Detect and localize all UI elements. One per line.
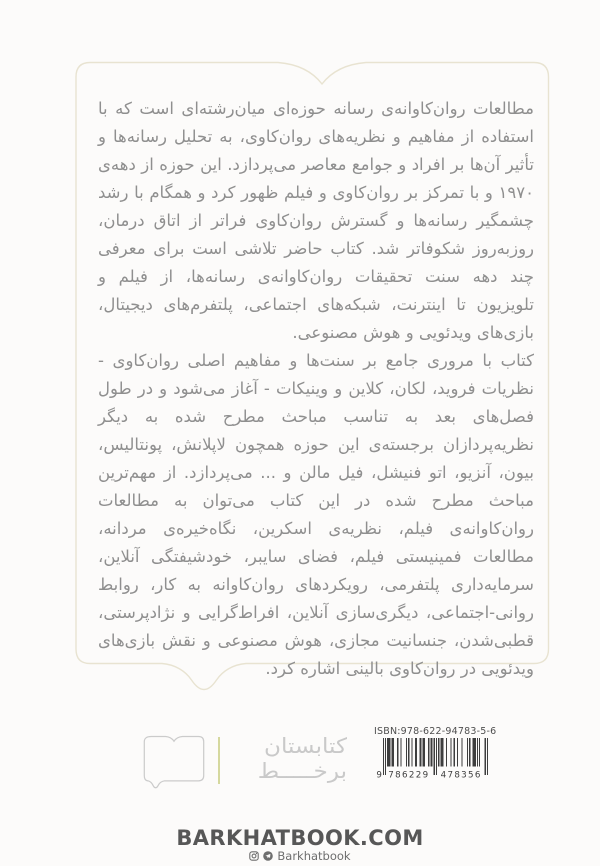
isbn-barcode <box>376 738 490 779</box>
blurb-paragraph-1: مطالعات روان‌کاوانه‌ی رسانه حوزه‌ای میان‌رشته‌ای است که با استفاده از مفاهیم و نظریه‌های روان‌کاوی، به تحلیل رسانه‌ها و تأثیر آن‌ها بر افراد و جوامع معاصر می‌پردازد. این حوزه از دهه‌ی ۱۹۷۰ و با تمرکز بر روان‌کاوی و فیلم ظهور کرد و همگام با رشد چشمگیر رسانه‌ها و گسترش روان‌کاوی فراتر از اتاق درمان، روزبه‌روز شکوفاتر شد. کتاب حاضر تلاشی است برای معرفی چند دهه سنت تحقیقات روان‌کاوانه‌ی رسانه‌ها، از فیلم و تلویزیون تا اینترنت، شبکه‌های اجتماعی، پلتفرم‌های دیجیتال، بازی‌های ویدئویی و هوش مصنوعی. <box>98 99 534 342</box>
publisher-wordmark <box>219 733 347 783</box>
publisher-name-line1: کتابستان <box>263 734 347 758</box>
publisher-name-line2: برخـــــط <box>257 759 347 783</box>
svg-text:786229: 786229 <box>388 770 430 779</box>
instagram-icon <box>249 851 259 861</box>
isbn-label: ISBN:978-622-94783-5-6 <box>374 726 497 737</box>
svg-text:9: 9 <box>376 770 382 779</box>
social-handle: Barkhatbook <box>277 849 351 863</box>
telegram-icon <box>263 851 273 861</box>
open-book-icon <box>141 734 207 789</box>
svg-text:478356: 478356 <box>440 770 482 779</box>
social-row <box>0 849 600 863</box>
blurb-paragraph-2: کتاب با مروری جامع بر سنت‌ها و مفاهیم اصلی روان‌کاوی - نظریات فروید، لکان، کلاین و وینیکات - آغاز می‌شود و در طول فصل‌های بعد به تناسب مباحث مطرح شده به دیگر نظریه‌پردازان برجسته‌ی این حوزه همچون لاپلانش، پونتالیس، بیون، آنزیو، اتو فنیشل، فیل مالن و ... می‌پردازد. از مهم‌ترین مباحث مطرح شده در این کتاب می‌توان به مطالعات روان‌کاوانه‌ی فیلم، نظریه‌ی اسکرین، نگاه‌خیره‌ی مردانه، مطالعات فمینیستی فیلم، فضای سایبر، خودشیفتگی آنلاین، سرمایه‌داری پلتفرمی، رویکردهای روان‌کاوانه به کار، روابط روانی-اجتماعی، دیگری‌سازی آنلاین، افراط‌گرایی و نژادپرستی، قطبی‌شدن، جنسانیت مجازی، هوش مصنوعی و نقش بازی‌های ویدئویی در روان‌کاوی بالینی اشاره کرد. <box>98 351 534 678</box>
isbn-block <box>374 726 497 779</box>
blurb-text <box>98 95 534 683</box>
website-url: BARKHATBOOK.COM <box>176 826 424 850</box>
